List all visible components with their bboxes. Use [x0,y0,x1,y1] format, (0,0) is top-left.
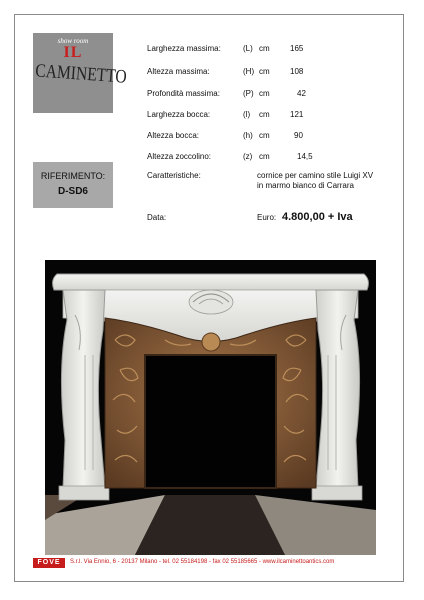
spec-label: Altezza massima: [147,67,210,76]
price-label: Data: [147,213,167,222]
spec-value: 121 [290,110,304,119]
reference-label: RIFERIMENTO: [40,171,106,181]
reference-box [33,162,113,208]
fireplace-illustration [45,260,376,555]
spec-value: 108 [290,67,304,76]
spec-value: 165 [290,44,304,53]
spec-unit: cm [259,152,270,161]
spec-value: 42 [297,89,306,98]
spec-symbol: (h) [243,131,253,140]
spec-value: 90 [294,131,303,140]
footer-contact: S.r.l. Via Ennio, 6 - 20137 Milano - tel. 02 55184198 - fax 02 55185665 - www.ilcaminettoantics.com [70,559,335,565]
characteristics-text: cornice per camino stile Luigi XV in marmo bianco di Carrara [257,171,374,190]
logo-name: CAMINETTO [34,60,128,88]
footer-logo: FOVE [33,558,65,568]
spec-symbol: (H) [243,67,255,76]
spec-row [147,110,407,122]
logo-tagline: show room [57,37,89,45]
spec-label: Altezza bocca: [147,131,200,140]
spec-symbol: (L) [243,44,253,53]
fireplace-photo [45,260,376,555]
reference-code: D-SD6 [57,186,88,197]
spec-label: Profondità massima: [147,89,220,98]
spec-symbol: (P) [243,89,254,98]
spec-row [147,89,407,101]
spec-unit: cm [259,131,270,140]
price-currency: Euro: [257,213,277,222]
characteristics-label: Caratteristiche: [147,171,201,180]
footer [33,558,389,568]
spec-unit: cm [259,110,270,119]
spec-label: Altezza zoccolino: [147,152,212,161]
spec-value: 14,5 [297,152,313,161]
spec-symbol: (l) [243,110,251,119]
spec-unit: cm [259,67,270,76]
spec-row [147,152,407,164]
spec-unit: cm [259,89,270,98]
logo-il: IL [63,44,83,61]
spec-row [147,67,407,79]
spec-label: Larghezza massima: [147,44,221,53]
brand-logo [33,33,128,113]
price-value: 4.800,00 + Iva [282,211,353,223]
spec-unit: cm [259,44,270,53]
spec-label: Larghezza bocca: [147,110,211,119]
spec-row [147,44,407,56]
spec-symbol: (z) [243,152,253,161]
spec-row [147,131,407,143]
